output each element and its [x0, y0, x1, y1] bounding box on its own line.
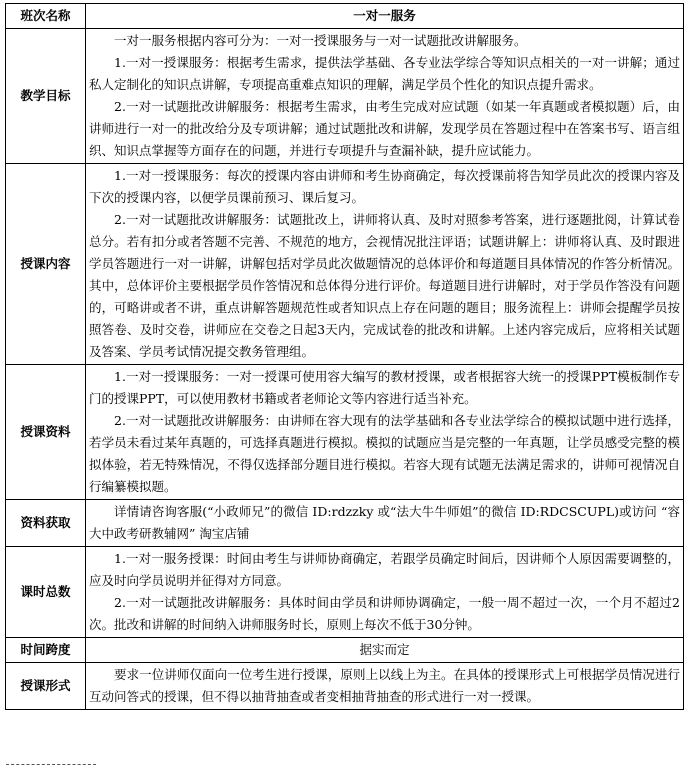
materials-para-0: 1.一对一授课服务：一对一授课可使用容大编写的教材授课，或者根据容大统一的授课PPT模板制作专门的授课PPT，可以使用教材书籍或者老师论文等内容进行适当补充。 [89, 369, 680, 406]
course-info-table [5, 3, 684, 710]
content-content [86, 164, 684, 365]
form-content [86, 663, 684, 710]
materials-row [6, 365, 684, 500]
span-row [6, 638, 684, 663]
form-row [6, 663, 684, 710]
content-para-1: 2.一对一试题批改讲解服务：试题批改上，讲师将认真、及时对照参考答案，进行逐题批阅，计算试卷总分。若有扣分或者答题不完善、不规范的地方，会视情况批注评语；试题讲解上：讲师将认真、及时跟进学员答题进行一对一讲解，讲解包括对学员此次做题情况的总体评价和每道题目具体情况的作答分析情况。其中，总体评价主要根据学员作答情况和总体得分进行评价。每道题目进行讲解时，对于学员作答没有问题的，可略讲或者不讲，重点讲解答题规范性或者知识点上存在问题的题目；服务流程上：讲师会提醒学员按照答卷、及时交卷，讲师应在交卷之日起3天内，完成试卷的批改和讲解。上述内容完成后，应将相关试题及答案、学员考试情况提交教务管理组。 [89, 212, 680, 359]
header-label: 班次名称 [6, 4, 86, 29]
access-label: 资料获取 [6, 500, 86, 547]
content-row [6, 164, 684, 365]
content-label: 授课内容 [6, 164, 86, 365]
goal-para-1: 1.一对一授课服务：根据考生需求，提供法学基础、各专业法学综合等知识点相关的一对一讲解；通过私人定制化的知识点讲解，专项提高重难点知识的理解，满足学员个性化的知识点提升需求。 [89, 55, 680, 92]
hours-label: 课时总数 [6, 547, 86, 638]
form-label: 授课形式 [6, 663, 86, 710]
access-para-0: 详情请咨询客服(“小政师兄”的微信 ID:rdzzky 或“法大牛牛师姐”的微信 ID:RDCSCUPL)或访问 “容大中政考研教辅网” 淘宝店铺 [89, 504, 680, 541]
goal-row [6, 29, 684, 164]
page-bottom-divider [6, 764, 96, 773]
goal-para-2: 2.一对一试题批改讲解服务：根据考生需求，由考生完成对应试题（如某一年真题或者模拟题）后，由讲师进行一对一的批改给分及专项讲解；通过试题批改和讲解，发现学员在答题过程中在答案书写、语言组织、知识点掌握等方面存在的问题，并进行专项提升与查漏补缺，提升应试能力。 [89, 99, 680, 158]
content-para-0: 1.一对一授课服务：每次的授课内容由讲师和考生协商确定，每次授课前将告知学员此次的授课内容及下次的授课内容，以便学员课前预习、课后复习。 [89, 168, 680, 205]
span-label: 时间跨度 [6, 638, 86, 663]
span-value: 据实而定 [86, 638, 684, 663]
form-para-0: 要求一位讲师仅面向一位考生进行授课，原则上以线上为主。在具体的授课形式上可根据学员情况进行互动问答式的授课，但不得以抽背抽查或者变相抽背抽查的形式进行一对一授课。 [89, 667, 680, 704]
access-content [86, 500, 684, 547]
hours-para-0: 1.一对一服务授课：时间由考生与讲师协商确定，若跟学员确定时间后，因讲师个人原因需要调整的，应及时向学员说明并征得对方同意。 [89, 551, 680, 588]
goal-label: 教学目标 [6, 29, 86, 164]
goal-content [86, 29, 684, 164]
header-row [6, 4, 684, 29]
materials-label: 授课资料 [6, 365, 86, 500]
hours-row [6, 547, 684, 638]
hours-content [86, 547, 684, 638]
header-value: 一对一服务 [86, 4, 684, 29]
materials-content [86, 365, 684, 500]
goal-para-0: 一对一服务根据内容可分为：一对一授课服务与一对一试题批改讲解服务。 [114, 33, 527, 48]
materials-para-1: 2.一对一试题批改讲解服务：由讲师在容大现有的法学基础和各专业法学综合的模拟试题中进行选择，若学员未看过某年真题的，可选择真题进行模拟。模拟的试题应当是完整的一年真题，让学员感受完整的模拟体验，若无特殊情况，不得仅选择部分题目进行模拟。若容大现有试题无法满足需求的，讲师可视情况自行编纂模拟题。 [89, 413, 680, 494]
hours-para-1: 2.一对一试题批改讲解服务：具体时间由学员和讲师协调确定，一般一周不超过一次，一个月不超过2次。批改和讲解的时间纳入讲师服务时长，原则上每次不低于30分钟。 [89, 595, 680, 632]
access-row [6, 500, 684, 547]
